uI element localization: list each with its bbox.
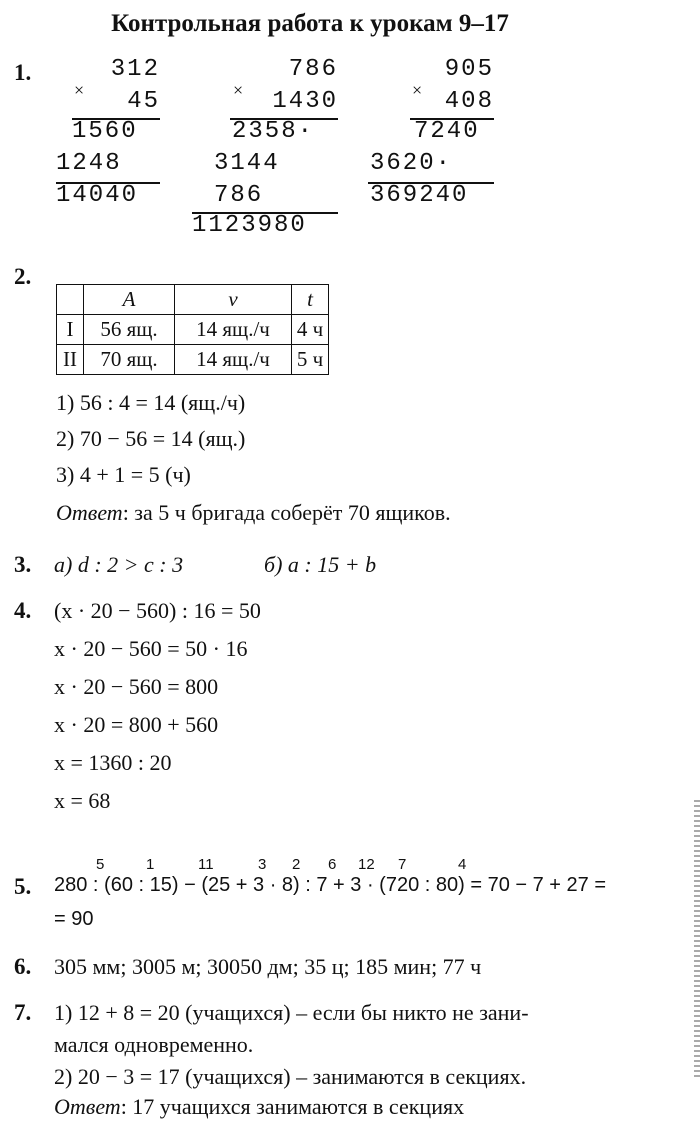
mult2-factor1: 786 — [288, 56, 338, 83]
table-cell: 14 ящ./ч — [175, 345, 292, 375]
solution-step: 1) 56 : 4 = 14 (ящ./ч) — [56, 390, 246, 415]
mult3-partial1: 7240 — [414, 118, 480, 145]
task-3-part-b: б) a : 15 + b — [264, 552, 377, 577]
answer-text: : 17 учащихся занимаются в секциях — [120, 1094, 465, 1119]
action-order-mark: 12 — [358, 856, 375, 873]
mult1-factor2: 45 — [127, 88, 160, 115]
data-table — [56, 284, 329, 375]
mult1-partial2: 1248 — [56, 150, 122, 177]
solution-step: 2) 70 − 56 = 14 (ящ.) — [56, 426, 246, 451]
table-row — [57, 345, 329, 375]
table-cell: II — [57, 345, 84, 375]
solution-step: 2) 20 − 3 = 17 (учащихся) – занимаются в секциях. — [54, 1064, 527, 1089]
action-order-mark: 3 — [258, 856, 267, 873]
solution-step: 1) 12 + 8 = 20 (учащихся) – если бы никто не зани- — [54, 1000, 529, 1025]
action-order-mark: 7 — [398, 856, 407, 873]
mult3-partial2: 3620· — [370, 150, 453, 177]
answer-line — [54, 1094, 464, 1120]
expression-line: 280 : (60 : 15) − (25 + 3 · 8) : 7 + 3 · (720 : 80) = 70 − 7 + 27 = — [54, 874, 607, 896]
equation-line: x = 68 — [54, 788, 111, 813]
table-header-cell: t — [292, 285, 329, 315]
action-order-mark: 2 — [292, 856, 301, 873]
table-cell: 70 ящ. — [84, 345, 175, 375]
table-row — [57, 315, 329, 345]
table-cell: 5 ч — [292, 345, 329, 375]
expression-result: = 90 — [54, 908, 94, 930]
action-order-mark: 5 — [96, 856, 105, 873]
mult3-factor1: 905 — [444, 56, 494, 83]
scan-edge-artifact — [694, 800, 700, 1080]
multiply-sign: × — [412, 80, 423, 100]
action-order-mark: 11 — [198, 856, 214, 873]
action-order-mark: 4 — [458, 856, 467, 873]
equation-line: x · 20 = 800 + 560 — [54, 712, 219, 737]
action-order-mark: 1 — [146, 856, 155, 873]
answer-text: : за 5 ч бригада соберёт 70 ящиков. — [122, 500, 451, 525]
table-cell: I — [57, 315, 84, 345]
task-7-number: 7. — [14, 1000, 32, 1025]
task-6-number: 6. — [14, 954, 32, 979]
table-cell: 14 ящ./ч — [175, 315, 292, 345]
mult1-factor1: 312 — [110, 56, 160, 83]
mult3-factor2: 408 — [444, 88, 494, 115]
task-6-answer: 305 мм; 3005 м; 30050 дм; 35 ц; 185 мин; 77 ч — [54, 954, 482, 979]
solution-step: мался одновременно. — [54, 1032, 254, 1057]
answer-line — [56, 500, 451, 526]
mult2-result: 1123980 — [192, 212, 307, 239]
table-header-cell: v — [175, 285, 292, 315]
mult2-partial3: 786 — [214, 182, 264, 209]
mult2-partial1: 2358· — [232, 118, 315, 145]
equation-line: x · 20 − 560 = 800 — [54, 674, 219, 699]
task-3-number: 3. — [14, 552, 32, 577]
equation-line: x = 1360 : 20 — [54, 750, 172, 775]
task-1-number: 1. — [14, 60, 32, 85]
task-4-number: 4. — [14, 598, 32, 623]
mult2-partial2: 3144 — [214, 150, 280, 177]
task-2-number: 2. — [14, 264, 32, 289]
table-header-row — [57, 285, 329, 315]
solution-step: 3) 4 + 1 = 5 (ч) — [56, 462, 191, 487]
equation-line: x · 20 − 560 = 50 · 16 — [54, 636, 248, 661]
answer-label: Ответ — [56, 500, 123, 525]
mult1-partial1: 1560 — [72, 118, 138, 145]
mult3-result: 369240 — [370, 182, 469, 209]
table-cell: 56 ящ. — [84, 315, 175, 345]
mult1-result: 14040 — [56, 182, 139, 209]
task-5-number: 5. — [14, 874, 32, 899]
table-header-cell: A — [84, 285, 175, 315]
answer-label: Ответ — [54, 1094, 121, 1119]
action-order-mark: 6 — [328, 856, 337, 873]
mult2-factor2: 1430 — [272, 88, 338, 115]
task-3-part-a: а) d : 2 > c : 3 — [54, 552, 184, 577]
multiply-sign: × — [74, 80, 85, 100]
multiply-sign: × — [233, 80, 244, 100]
equation-line: (x · 20 − 560) : 16 = 50 — [54, 598, 261, 623]
table-header-cell — [57, 285, 84, 315]
table-cell: 4 ч — [292, 315, 329, 345]
page-title: Контрольная работа к урокам 9–17 — [111, 10, 509, 37]
